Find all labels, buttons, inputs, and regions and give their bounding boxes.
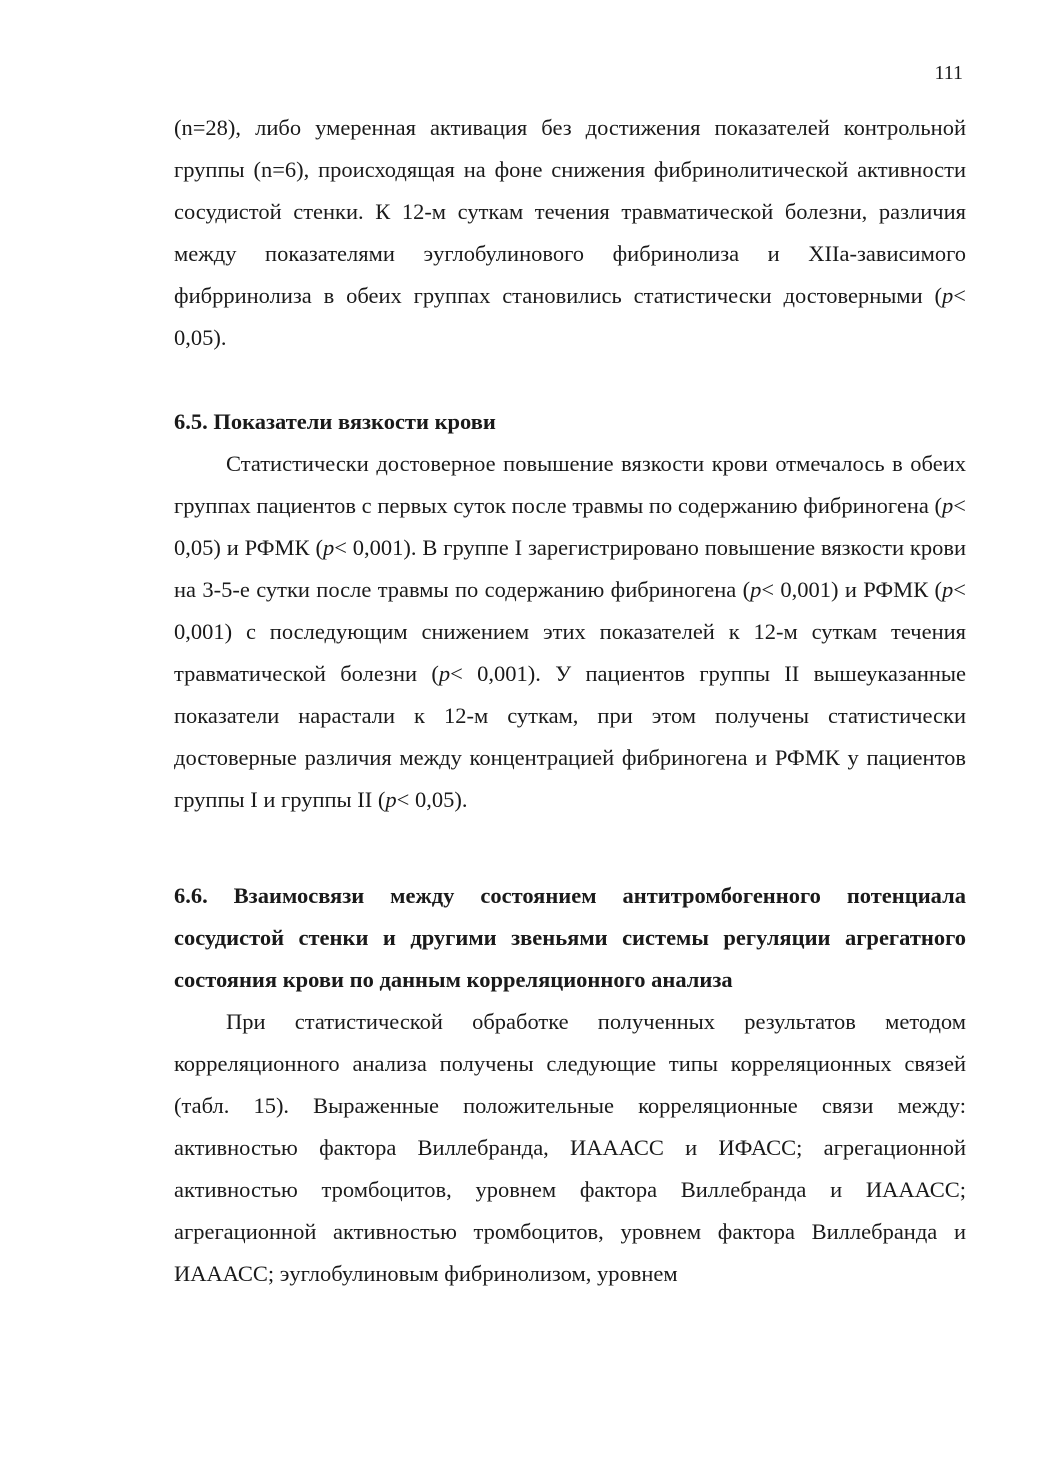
p-value-text: < 0,05).: [174, 283, 966, 350]
paragraph-text: (n=28), либо умеренная активация без достижения показателей контрольной группы (n=6), происходящая на фоне снижения фибринолитической активности сосудистой стенки. К 12-м суткам течения травматической болезни, различия между показателями эуглобулинового фибринолиза и XIIa-зависимого фибрринолиза в обеих группах становились статистически достоверными (: [174, 115, 966, 308]
paragraph-text: < 0,001) с последующим снижением этих показателей к 12-м суткам течения травматической болезни (: [174, 577, 966, 686]
paragraph-blood-viscosity: [174, 443, 966, 821]
page-number: 111: [934, 62, 963, 84]
paragraph-correlation-analysis: При статистической обработке полученных результатов методом корреляционного анализа получены следующие типы корреляционных связей (табл. 15). Выраженные положительные корреляционные связи между: активностью фактора Виллебранда, ИАААСС и ИФАСС; агрегационной активностью тромбоцитов, уровнем фактора Виллебранда и ИАААСС; агрегационной активностью тромбоцитов, уровнем фактора Виллебранда и ИАААСС; эуглобулиновым фибринолизом, уровнем: [174, 1009, 966, 1286]
paragraph-text: < 0,05).: [396, 787, 468, 812]
p-value-symbol: p: [942, 493, 954, 518]
section-heading-6-6: 6.6. Взаимосвязи между состоянием антитромбогенного потенциала сосудистой стенки и другими звеньями системы регуляции агрегатного состояния крови по данным корреляционного анализа: [174, 883, 966, 992]
p-value-symbol: p: [750, 577, 762, 602]
paragraph-text: < 0,001) и РФМК (: [761, 577, 943, 602]
page-content: [174, 107, 966, 1295]
paragraph-text: Статистически достоверное повышение вязкости крови отмечалось в обеих группах пациентов с первых суток после травмы по содержанию фибриногена (: [174, 451, 966, 518]
p-value-symbol: p: [385, 787, 397, 812]
paragraph-text: < 0,05) и РФМК (: [174, 493, 966, 560]
spacer: [174, 359, 966, 401]
paragraph-text: < 0,001). В группе I зарегистрировано повышение вязкости крови на 3-5-е сутки после травмы по содержанию фибриногена (: [174, 535, 966, 602]
spacer: [174, 821, 966, 875]
paragraph-fibrinolysis: [174, 107, 966, 359]
section-heading-6-5: 6.5. Показатели вязкости крови: [174, 409, 496, 434]
p-value-symbol: p: [438, 661, 451, 686]
paragraph-text: < 0,001). У пациентов группы II вышеуказанные показатели нарастали к 12-м суткам, при этом получены статистически достоверные различия между концентрацией фибриногена и РФМК у пациентов группы I и группы II (: [174, 661, 967, 812]
p-value-symbol: p: [322, 535, 335, 560]
p-value-symbol: p: [942, 283, 954, 308]
p-value-symbol: p: [942, 577, 954, 602]
